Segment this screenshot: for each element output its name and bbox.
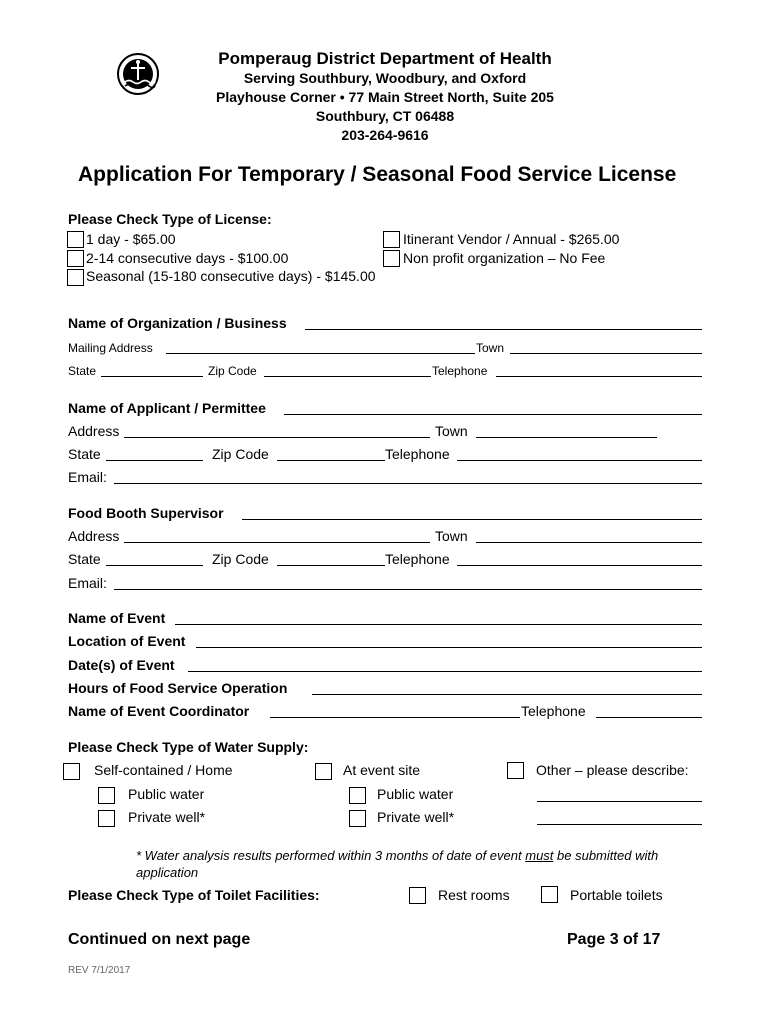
org-town-field[interactable] — [510, 353, 702, 354]
event-dates-field[interactable] — [188, 671, 702, 672]
note-text-pre: * Water analysis results performed within 3 months of date of event — [136, 848, 526, 863]
applicant-state-label: State — [68, 446, 101, 462]
supervisor-address-field[interactable] — [124, 542, 430, 543]
label-other: Other – please describe: — [536, 762, 689, 778]
supervisor-zip-label: Zip Code — [212, 551, 269, 567]
note-text-must: must — [525, 848, 554, 863]
label-site-public-water: Public water — [377, 786, 454, 802]
applicant-town-field[interactable] — [476, 437, 657, 438]
checkbox-self-contained[interactable] — [63, 763, 80, 780]
supervisor-address-label: Address — [68, 528, 120, 544]
applicant-email-label: Email: — [68, 469, 107, 485]
revision-date: REV 7/1/2017 — [68, 965, 131, 976]
org-phone-field[interactable] — [496, 376, 702, 377]
label-self-contained: Self-contained / Home — [94, 762, 233, 778]
supervisor-email-field[interactable] — [114, 589, 702, 590]
water-analysis-note — [136, 848, 658, 863]
org-zip-label: Zip Code — [208, 364, 257, 378]
event-location-label: Location of Event — [68, 633, 186, 649]
applicant-zip-label: Zip Code — [212, 446, 269, 462]
applicant-name-label: Name of Applicant / Permittee — [68, 400, 266, 416]
applicant-town-label: Town — [435, 423, 468, 439]
org-phone-label: Telephone — [432, 364, 488, 378]
supervisor-name-field[interactable] — [242, 519, 702, 520]
applicant-address-label: Address — [68, 423, 120, 439]
event-coordinator-label: Name of Event Coordinator — [68, 703, 250, 719]
event-hours-label: Hours of Food Service Operation — [68, 680, 288, 696]
checkbox-1-day[interactable] — [67, 231, 84, 248]
label-1-day: 1 day - $65.00 — [86, 231, 176, 247]
supervisor-state-label: State — [68, 551, 101, 567]
supervisor-town-field[interactable] — [476, 542, 702, 543]
applicant-phone-field[interactable] — [457, 460, 702, 461]
checkbox-rest-rooms[interactable] — [409, 887, 426, 904]
checkbox-itinerant-vendor[interactable] — [383, 231, 400, 248]
checkbox-non-profit[interactable] — [383, 250, 400, 267]
label-home-public-water: Public water — [128, 786, 205, 802]
org-state-field[interactable] — [101, 376, 203, 377]
page-number: Page 3 of 17 — [567, 931, 661, 948]
event-name-label: Name of Event — [68, 610, 166, 626]
label-home-private-well: Private well* — [128, 809, 206, 825]
event-dates-label: Date(s) of Event — [68, 657, 175, 673]
event-name-field[interactable] — [175, 624, 702, 625]
applicant-zip-field[interactable] — [277, 460, 385, 461]
checkbox-site-private-well[interactable] — [349, 810, 366, 827]
label-2-14-days: 2-14 consecutive days - $100.00 — [86, 250, 289, 266]
label-event-site: At event site — [343, 762, 421, 778]
event-coordinator-phone-field[interactable] — [596, 717, 702, 718]
other-description-field-2[interactable] — [537, 824, 702, 825]
other-description-field-1[interactable] — [537, 801, 702, 802]
org-zip-field[interactable] — [264, 376, 431, 377]
org-name-label: Name of Organization / Business — [68, 315, 287, 331]
page-title: Application For Temporary / Seasonal Food Service License — [78, 163, 677, 186]
label-rest-rooms: Rest rooms — [438, 887, 510, 903]
supervisor-phone-label: Telephone — [385, 551, 450, 567]
event-coordinator-field[interactable] — [270, 717, 520, 718]
department-name: Pomperaug District Department of Health — [218, 49, 552, 68]
applicant-state-field[interactable] — [106, 460, 203, 461]
mailing-address-field[interactable] — [166, 353, 475, 354]
checkbox-other[interactable] — [507, 762, 524, 779]
label-itinerant-vendor: Itinerant Vendor / Annual - $265.00 — [403, 231, 620, 247]
applicant-name-field[interactable] — [284, 414, 702, 415]
event-hours-field[interactable] — [312, 694, 702, 695]
service-area: Serving Southbury, Woodbury, and Oxford — [243, 70, 527, 86]
org-town-label: Town — [476, 341, 505, 355]
checkbox-seasonal[interactable] — [67, 269, 84, 286]
org-state-label: State — [68, 364, 97, 378]
checkbox-home-public-water[interactable] — [98, 787, 115, 804]
label-non-profit: Non profit organization – No Fee — [403, 250, 606, 266]
supervisor-town-label: Town — [435, 528, 468, 544]
supervisor-name-label: Food Booth Supervisor — [68, 505, 224, 521]
event-location-field[interactable] — [196, 647, 702, 648]
supervisor-state-field[interactable] — [106, 565, 203, 566]
department-city: Southbury, CT 06488 — [315, 108, 455, 124]
mailing-address-label: Mailing Address — [68, 341, 153, 355]
applicant-address-field[interactable] — [124, 437, 430, 438]
org-name-field[interactable] — [305, 329, 702, 330]
checkbox-event-site[interactable] — [315, 763, 332, 780]
water-supply-heading: Please Check Type of Water Supply: — [68, 739, 309, 755]
note-text-post: be submitted with — [553, 848, 659, 863]
label-seasonal: Seasonal (15-180 consecutive days) - $145.00 — [86, 268, 376, 284]
supervisor-email-label: Email: — [68, 575, 107, 591]
applicant-email-field[interactable] — [114, 483, 702, 484]
department-address: Playhouse Corner • 77 Main Street North, Suite 205 — [216, 89, 554, 105]
supervisor-zip-field[interactable] — [277, 565, 385, 566]
label-site-private-well: Private well* — [377, 809, 455, 825]
checkbox-site-public-water[interactable] — [349, 787, 366, 804]
checkbox-2-14-days[interactable] — [67, 250, 84, 267]
checkbox-home-private-well[interactable] — [98, 810, 115, 827]
toilet-facilities-heading: Please Check Type of Toilet Facilities: — [68, 887, 320, 903]
checkbox-portable-toilets[interactable] — [541, 886, 558, 903]
event-coordinator-phone-label: Telephone — [521, 703, 586, 719]
supervisor-phone-field[interactable] — [457, 565, 702, 566]
label-portable-toilets: Portable toilets — [570, 887, 663, 903]
applicant-phone-label: Telephone — [385, 446, 450, 462]
license-type-heading: Please Check Type of License: — [68, 211, 272, 227]
water-analysis-note-line2: application — [136, 865, 199, 880]
department-phone: 203-264-9616 — [341, 127, 429, 143]
continued-note: Continued on next page — [68, 931, 251, 948]
